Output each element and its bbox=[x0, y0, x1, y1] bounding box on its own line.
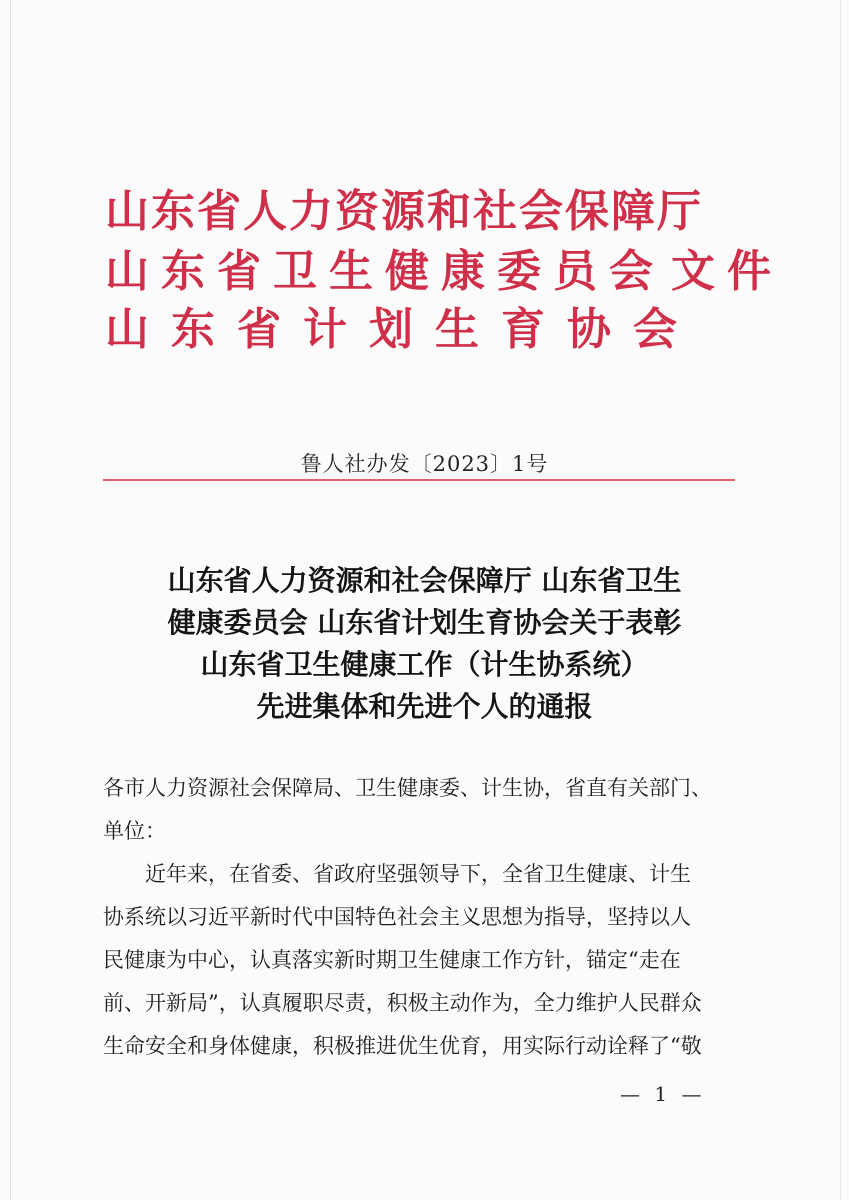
addressee-line: 各市人力资源社会保障局、卫生健康委、计生协，省直有关部门、 bbox=[103, 776, 712, 800]
document-title-line: 先进集体和先进个人的通报 bbox=[256, 690, 593, 723]
paragraph-line: 生命安全和身体健康，积极推进优生优育，用实际行动诠释了“敬 bbox=[103, 1034, 702, 1058]
issuer-header-line-1: 山东省人力资源和社会保障厅 bbox=[105, 186, 703, 237]
document-title-line: 山东省人力资源和社会保障厅 山东省卫生 bbox=[167, 564, 682, 597]
page-number: — 1 — bbox=[620, 1082, 706, 1106]
document-title-line: 山东省卫生健康工作（计生协系统） bbox=[200, 648, 649, 681]
paragraph-line: 近年来，在省委、省政府坚强领导下，全省卫生健康、计生 bbox=[145, 862, 691, 886]
paragraph-line: 协系统以习近平新时代中国特色社会主义思想为指导，坚持以人 bbox=[103, 905, 691, 929]
issuer-header-line-2-name: 山东省卫生健康委员会 bbox=[105, 246, 665, 297]
document-title-line: 健康委员会 山东省计划生育协会关于表彰 bbox=[167, 606, 682, 639]
document-number: 鲁人社办发〔2023〕1号 bbox=[300, 452, 549, 476]
document-title bbox=[0, 560, 849, 728]
paragraph-line: 民健康为中心，认真落实新时期卫生健康工作方针，锚定“走在 bbox=[103, 948, 681, 972]
issuer-header-file-suffix: 文件 bbox=[671, 246, 783, 297]
paragraph-line: 前、开新局”，认真履职尽责，积极主动作为，全力维护人民群众 bbox=[103, 991, 702, 1015]
addressee-line: 单位： bbox=[103, 819, 166, 843]
issuer-header-line-3: 山东省计划生育协会 bbox=[105, 304, 699, 355]
red-separator-rule bbox=[103, 479, 735, 481]
issuer-header-line-2 bbox=[105, 246, 783, 297]
